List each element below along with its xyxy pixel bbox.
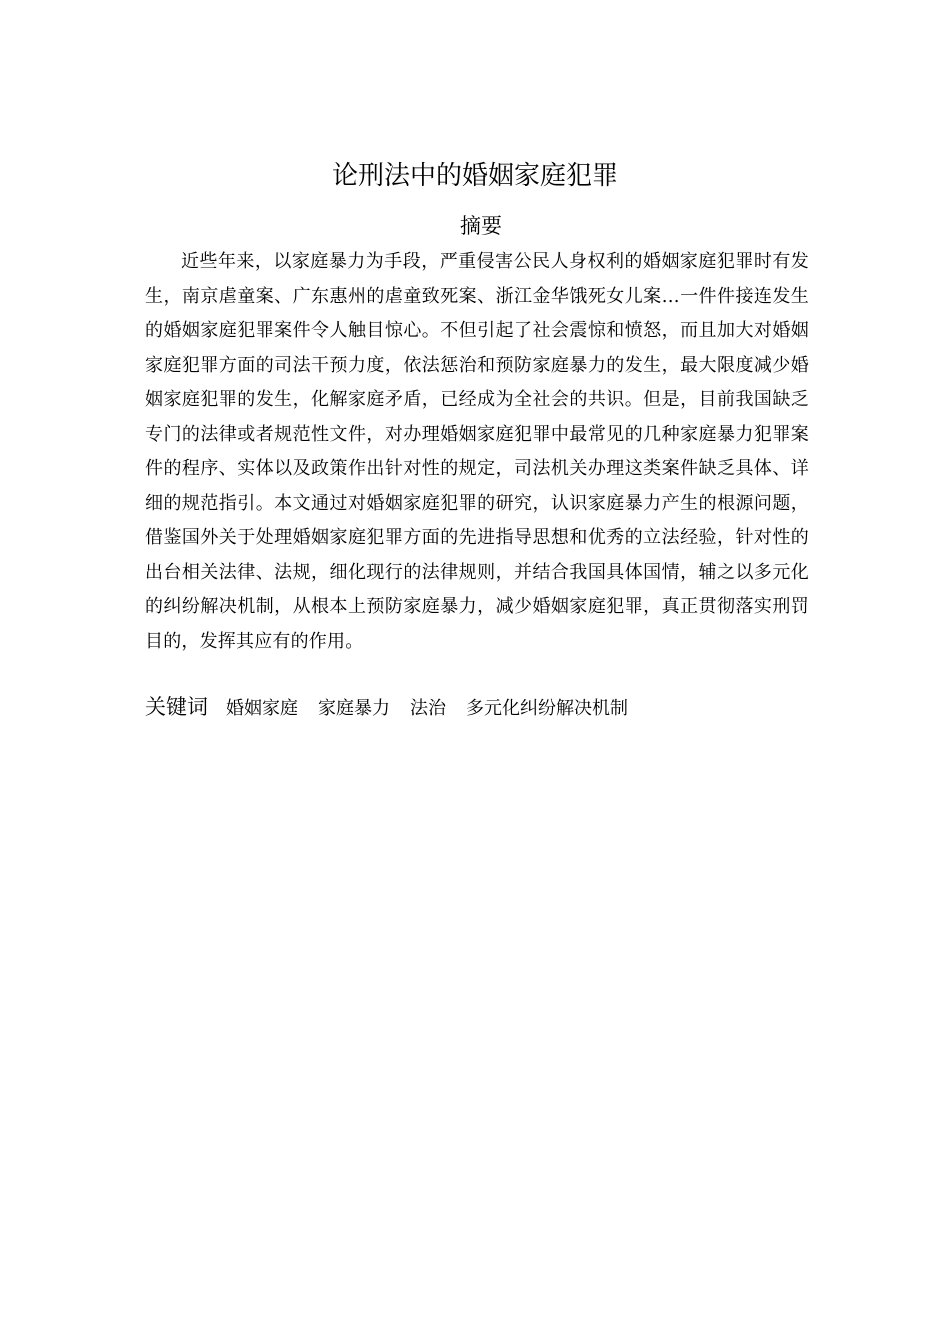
abstract-body: 近些年来，以家庭暴力为手段，严重侵害公民人身权利的婚姻家庭犯罪时有发生，南京虐童案、广东惠州的虐童致死案、浙江金华饿死女儿案…一件件接连发生的婚姻家庭犯罪案件令人触目惊心。不但引起了社会震惊和愤怒，而且加大对婚姻家庭犯罪方面的司法干预力度，依法惩治和预防家庭暴力的发生，最大限度减少婚姻家庭犯罪的发生，化解家庭矛盾，已经成为全社会的共识。但是，目前我国缺乏专门的法律或者规范性文件，对办理婚姻家庭犯罪中最常见的几种家庭暴力犯罪案件的程序、实体以及政策作出针对性的规定，司法机关办理这类案件缺乏具体、详细的规范指引。本文通过对婚姻家庭犯罪的研究，认识家庭暴力产生的根源问题，借鉴国外关于处理婚姻家庭犯罪方面的先进指导思想和优秀的立法经验，针对性的出台相关法律、法规，细化现行的法律规则，并结合我国具体国情，辅之以多元化的纠纷解决机制，从根本上预防家庭暴力，减少婚姻家庭犯罪，真正贯彻落实刑罚目的，发挥其应有的作用。 [145,251,809,652]
keyword-item: 家庭暴力 [318,698,390,719]
keyword-item: 法治 [410,698,446,719]
paper-title: 论刑法中的婚姻家庭犯罪 [331,161,618,191]
keywords-line [145,690,809,726]
keyword-item: 婚姻家庭 [226,698,298,719]
keyword-item: 多元化纠纷解决机制 [466,698,628,719]
abstract-heading: 摘要 [460,214,502,238]
keywords-label: 关键词 [145,695,208,719]
